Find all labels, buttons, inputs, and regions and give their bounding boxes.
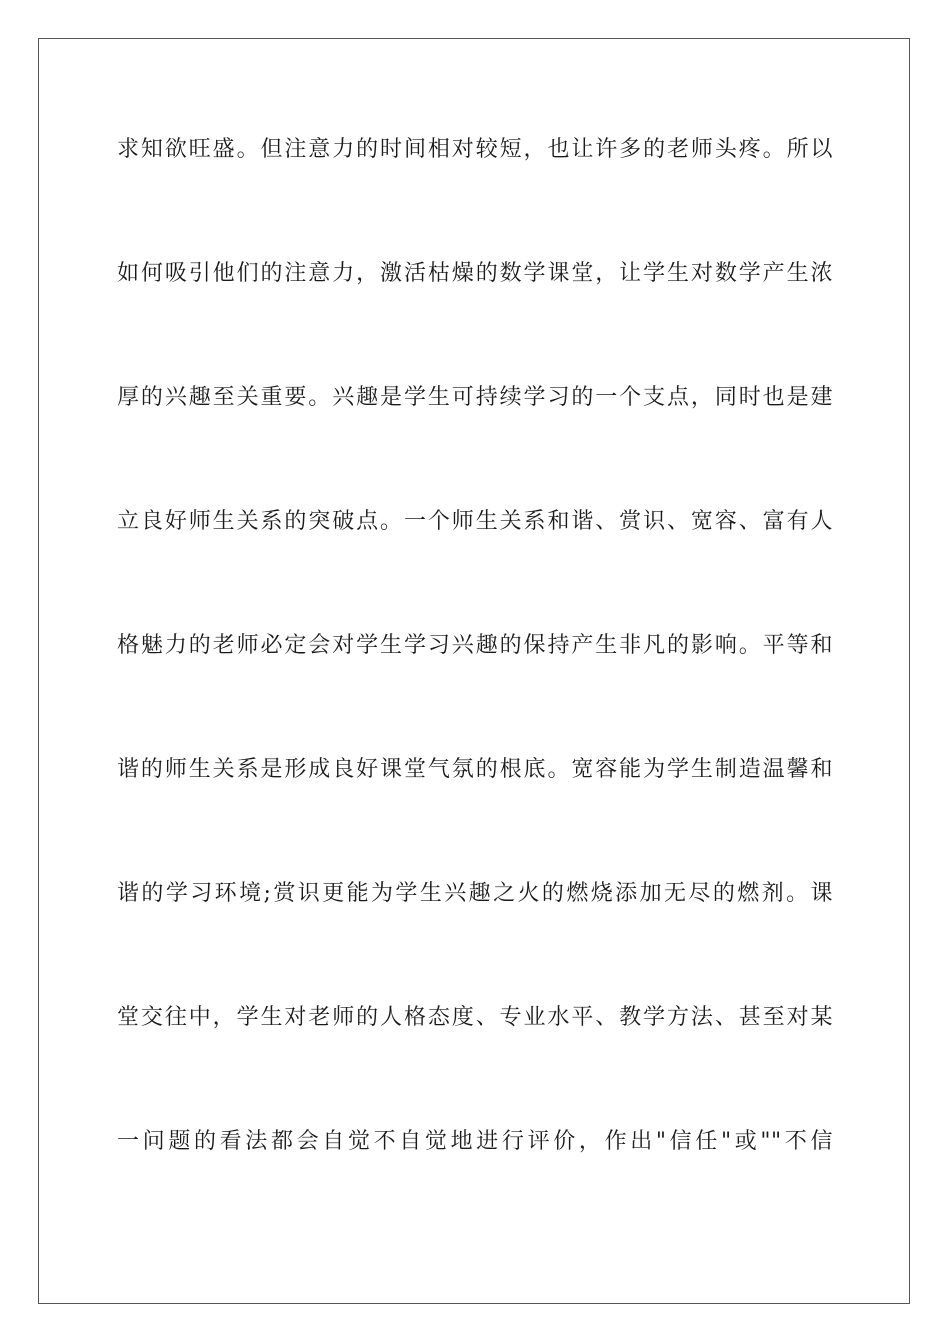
text-line-4: 立良好师生关系的突破点。一个师生关系和谐、赏识、宽容、富有人 (117, 509, 833, 534)
text-line-1: 求知欲旺盛。但注意力的时间相对较短，也让许多的老师头疼。所以 (117, 137, 833, 162)
text-line-9: 一问题的看法都会自觉不自觉地进行评价，作出"信任"或""不信 (117, 1129, 833, 1154)
text-line-8: 堂交往中，学生对老师的人格态度、专业水平、教学方法、甚至对某 (117, 1005, 833, 1030)
text-line-2: 如何吸引他们的注意力，激活枯燥的数学课堂，让学生对数学产生浓 (117, 261, 833, 286)
text-line-6: 谐的师生关系是形成良好课堂气氛的根底。宽容能为学生制造温馨和 (117, 757, 833, 782)
document-body (117, 128, 833, 1244)
text-line-7: 谐的学习环境;赏识更能为学生兴趣之火的燃烧添加无尽的燃剂。课 (117, 881, 833, 906)
text-line-3: 厚的兴趣至关重要。兴趣是学生可持续学习的一个支点，同时也是建 (117, 385, 833, 410)
text-line-5: 格魅力的老师必定会对学生学习兴趣的保持产生非凡的影响。平等和 (117, 633, 833, 658)
